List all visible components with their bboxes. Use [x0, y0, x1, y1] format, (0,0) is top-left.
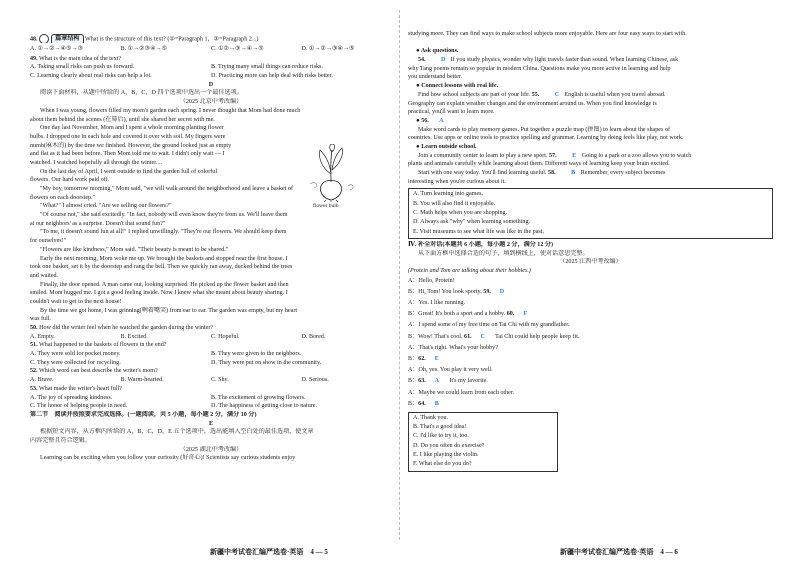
q51-options-2: C. They were collected for recycling. D. They were put on show in the community.	[30, 359, 322, 366]
heading-56: ● 56. A	[408, 117, 773, 126]
options-box-dialog	[408, 412, 558, 472]
dialog-line: A：I spend some of my free time on Tai Chi with my grandfather.	[408, 322, 570, 329]
q53-stem: 53. What made the writer's heart full?	[30, 385, 122, 392]
answer-56[interactable]: A	[430, 117, 452, 126]
option-box-item: C. I'd like to try it, too.	[413, 433, 469, 440]
heading-outside-school: ● Learn outside school.	[416, 143, 477, 150]
dialog-line: B：64. B	[408, 399, 773, 410]
passage-d-letter: D	[208, 81, 214, 88]
dialog-line: A：Oh, yes. You play it very well.	[408, 367, 493, 374]
q51-stem: 51. What happened to the baskets of flowers in the end?	[30, 342, 167, 349]
heading-real-life: ● Connect lessons with real life.	[416, 83, 499, 90]
option-box-item: F. What else do you do?	[413, 461, 472, 468]
q48-stem: 48. 篇章结构 What is the structure of this text? (①=Paragraph 1，②=Paragraph 2...)	[30, 34, 392, 43]
answer-62[interactable]: E	[426, 354, 448, 365]
answer-61[interactable]: C	[472, 332, 494, 343]
passage-e-instructions-2: 内容完整且符合逻辑。	[30, 437, 91, 444]
passage-e-start: Learning can be exciting when you follow your curiosity (好奇心)! Scientists say curious students enjoy	[40, 455, 296, 462]
q50-stem: 50. How did the writer feel when he watched the garden during the winter?	[30, 325, 214, 331]
passage-e-letter: E	[208, 420, 214, 427]
dialog-line: A：Maybe we could learn from each other.	[408, 389, 515, 396]
passage-d-instructions: 阅读下面材料，从题中所给的 A，B，C，D 四个选项中选出一个最佳选项。	[40, 90, 243, 97]
answer-63[interactable]: A	[426, 376, 448, 387]
option-box-item: B. That's a good idea!	[413, 424, 467, 431]
right-page: studying more. They can find ways to make school subjects more enjoyable. Here are four easy ways to start with. ● Ask questions. 54. D If you study physics, wonder why light travels faster than sound. When learning Chinese, ask why Tang poems remain so popular in modern China. Questions make you more active in learning and help you understand better. ● Connect lessons with real life. Find how school subjects are part of your life. 55. C English is useful when you travel abroad. Geography can explain weather changes and the environment around us. When you find knowledge is practical, you'll want to learn more. ● 56. A Make word cards to play memory games. Put together a puzzle map (拼图) to learn about the shapes of countries. Use apps or online tools to practice spelling and grammar. Learning by doing feels like play, not work. ● Learn outside school. Join a community center to learn to play a new sport. 57. E Going to a park or a zoo allows you to watch plants and animals carefully while learning about them. Different ways of learning keep your brain excited. Start with one way today. You'll find learning useful. 58. B Remember, every subject becomes interesting when you're curious about it. A. Turn learning into games. B. You will also find it enjoyable. C. Math helps when you are shopping. D. Always ask "why" when learning something. E. Visit museums to see what life was like in the past. Ⅳ. 补全对话(本题共 6 小题，每小题 2 分，满分 12 分) 从下面方框中选择合适的句子，填到横线上，使对话意思完整。 （2025 江西中考改编） (Protein and Tom are talking about their hobbies.) A：Hello, Protein! B：Hi, Tom! You look sporty. 59. D A：Yes. I like running. B：Great! It's both a sport and a hobby. 60. F A：I spend some of my free time on Tai Chi with my grandfather. B：Wow! That's cool. 61. C Tai Chi could help people keep fit. A：That's right. What's your hobby? B：62. E A：Oh, yes. You play it very well. B：63. A It's my favorite. A：Maybe we could learn from each other. B：64. B A. Thank you. B. That's a good idea! C. I'd like to try it, too. D. Do you often do exercise? E. I like playing the violin. F. What else do you do?	[408, 30, 773, 474]
passage-d-text: When I was young, flowers filled my mom's garden each spring. I never thought that Mom had done much about them behind the scenes (在幕后), until she shared her secret with me. One day last November, Mom and I spent a whole morning planting flower bulbs. I dropped one in each hole and covered it over with soil. My fingers were numb(麻木的) by the time we finished. However, the ground looked just as empty and flat as it had been before. Then Mom told me to wait. I didn't only wait — I watched. I watched hopefully all through the winter.... On the last day of April, I went outside to find the garden full of colorful flowers. Our hard work paid off. "My boy, tomorrow morning," Mom said, "we will walk around the neighborhood and leave a basket of flowers on each doorstep." "What?" I almost cried. "Are we selling our flowers?" "Of course not," she said excitedly. "In fact, nobody will even know they're from us. We'll leave them at our neighbors' as a surprise. Doesn't that sound fun?" "To me, it doesn't sound fun at all!" I replied unwillingly. "They're our flowers. We should keep them for ourselves!" "Flowers are like kindness," Mom said. "Their beauty is meant to be shared." Early the next morning, Mom woke me up. We brought the baskets and stopped near the first house. I took one basket, set it by the doorstep and rang the bell. Then we quickly ran away, ducked behind the trees and waited. Finally, the door opened. A man came out, looking surprised. He picked up the flower basket and then smiled. Mom hugged me. I got a good feeling inside. Now I knew what she meant about beauty sharing. I couldn't wait to get to the next house! By the time we got home, I was grinning(咧着嘴笑) from ear to ear. The garden was empty, but my heart was full.	[30, 107, 301, 323]
dialog-line: A：That's right. What's your hobby?	[408, 344, 498, 351]
answer-54[interactable]: D	[427, 56, 449, 65]
passage-e-source: （2025 湖北中考改编）	[179, 446, 243, 453]
q49-options-1: A. Taking small risks can push us forward. B. Trying many small things can reduce risks.	[30, 64, 323, 71]
q53-options-1: A. The joy of spreading kindness. B. The excitement of growing flowers.	[30, 394, 306, 401]
passage-e-intro: studying more. They can find ways to make school subjects more enjoyable. Here are four easy ways to start with.	[408, 31, 687, 37]
dialog-line: A：Hello, Protein!	[408, 277, 455, 284]
option-box-item: E. Visit museums to see what life was like in the past.	[413, 228, 545, 235]
circle-icon	[39, 34, 49, 43]
heading-ask-questions: ● Ask questions.	[416, 48, 459, 55]
q49-options-2: C. Learning clearly about real risks can help a lot. D. Practicing more can help deal with risks better.	[30, 73, 333, 80]
dialog-line: B：Hi, Tom! You look sporty. 59. D	[408, 287, 773, 298]
dialog-line: B：Wow! That's cool. 61. C Tai Chi could help people keep fit.	[408, 332, 773, 343]
para-real-life: Find how school subjects are part of your life. 55. C English is useful when you travel abroad.	[408, 91, 773, 100]
option-box-item: A. Thank you.	[413, 414, 449, 421]
answer-58[interactable]: B	[557, 169, 579, 178]
answer-60[interactable]: F	[514, 309, 536, 320]
q50-options: A. Empty. B. Excited. C. Hopeful. D. Bored.	[30, 333, 326, 340]
left-page	[30, 34, 392, 463]
passage-d-source: （2025 北京中考改编）	[179, 99, 243, 106]
option-box-item: B. You will also find it enjoyable.	[413, 200, 496, 207]
dialog	[408, 276, 773, 410]
q52-options: A. Brave. B. Warm-hearted. C. Shy. D. Serious.	[30, 377, 329, 384]
dialog-line: A：Yes. I like running.	[408, 300, 466, 306]
dialog-intro: (Protein and Tom are talking about their hobbies.)	[408, 267, 531, 274]
option-box-item: E. I like playing the violin.	[413, 452, 479, 459]
q52-stem: 52. Which word can best describe the writer's mom?	[30, 368, 158, 375]
q48-options: A. ①→②→④⑤→③ B. ①→②③④→⑤ C. ①②→③→④→⑤ D. ①→②→③④→⑤	[30, 45, 355, 52]
para-ask-questions: 54. D If you study physics, wonder why light travels faster than sound. When learning Chinese, ask	[408, 56, 773, 65]
option-box-item: C. Math helps when you are shopping.	[413, 209, 508, 216]
answer-57[interactable]: E	[558, 152, 580, 161]
left-footer: 新疆中考试卷汇编严选卷·英语 4 — 5	[210, 548, 328, 556]
right-footer: 新疆中考试卷汇编严选卷·英语 4 — 6	[560, 548, 678, 556]
flower-bulb-caption: flower bulb	[313, 203, 339, 209]
option-box-item: D. Always ask "why" when learning something.	[413, 219, 531, 226]
q51-options-1: A. They were sold for pocket money. B. They were given to the neighbors.	[30, 351, 302, 358]
answer-59[interactable]: D	[491, 287, 513, 298]
section-four-instructions: 从下面方框中选择合适的句子，填到横线上，使对话意思完整。	[418, 250, 589, 257]
section-two-heading: 第二节 阅读并按照要求完成选择。(一题阅读，共 5 小题，每小题 2 分，满分 10 分)	[30, 411, 257, 418]
para-conclusion: Start with one way today. You'll find learning useful. 58. B Remember, every subject becomes	[408, 169, 773, 178]
q49-stem: 49. What is the main idea of the text?	[30, 55, 122, 62]
dialog-line: B：63. A It's my favorite.	[408, 376, 773, 387]
q53-options-2: C. The honor of helping people in need. D. The happiness of getting close to nature.	[30, 403, 317, 410]
page-divider	[399, 10, 400, 540]
answer-55[interactable]: C	[541, 91, 563, 100]
option-box-item: A. Turn learning into games.	[413, 191, 484, 198]
section-four-heading: Ⅳ. 补全对话(本题共 6 小题，每小题 2 分，满分 12 分)	[408, 241, 554, 248]
options-box-e	[408, 188, 773, 238]
dialog-line: B：62. E	[408, 354, 773, 365]
para-outside-school: Join a community center to learn to play a new sport. 57. E Going to a park or a zoo allows you to watch	[408, 152, 773, 161]
section-four-source: （2025 江西中考改编）	[559, 259, 622, 266]
option-box-item: D. Do you often do exercise?	[413, 442, 485, 449]
structure-tag: 篇章结构	[51, 34, 83, 42]
dialog-line: B：Great! It's both a sport and a hobby. 60. F	[408, 309, 773, 320]
flower-bulb-illustration	[300, 144, 362, 202]
passage-e-instructions: 根据短文内容，从方框内所给的 A，B，C，D，E 五个选项中，选出能填入空白处的最佳选项，使文章	[40, 429, 314, 436]
answer-64[interactable]: B	[426, 399, 448, 410]
